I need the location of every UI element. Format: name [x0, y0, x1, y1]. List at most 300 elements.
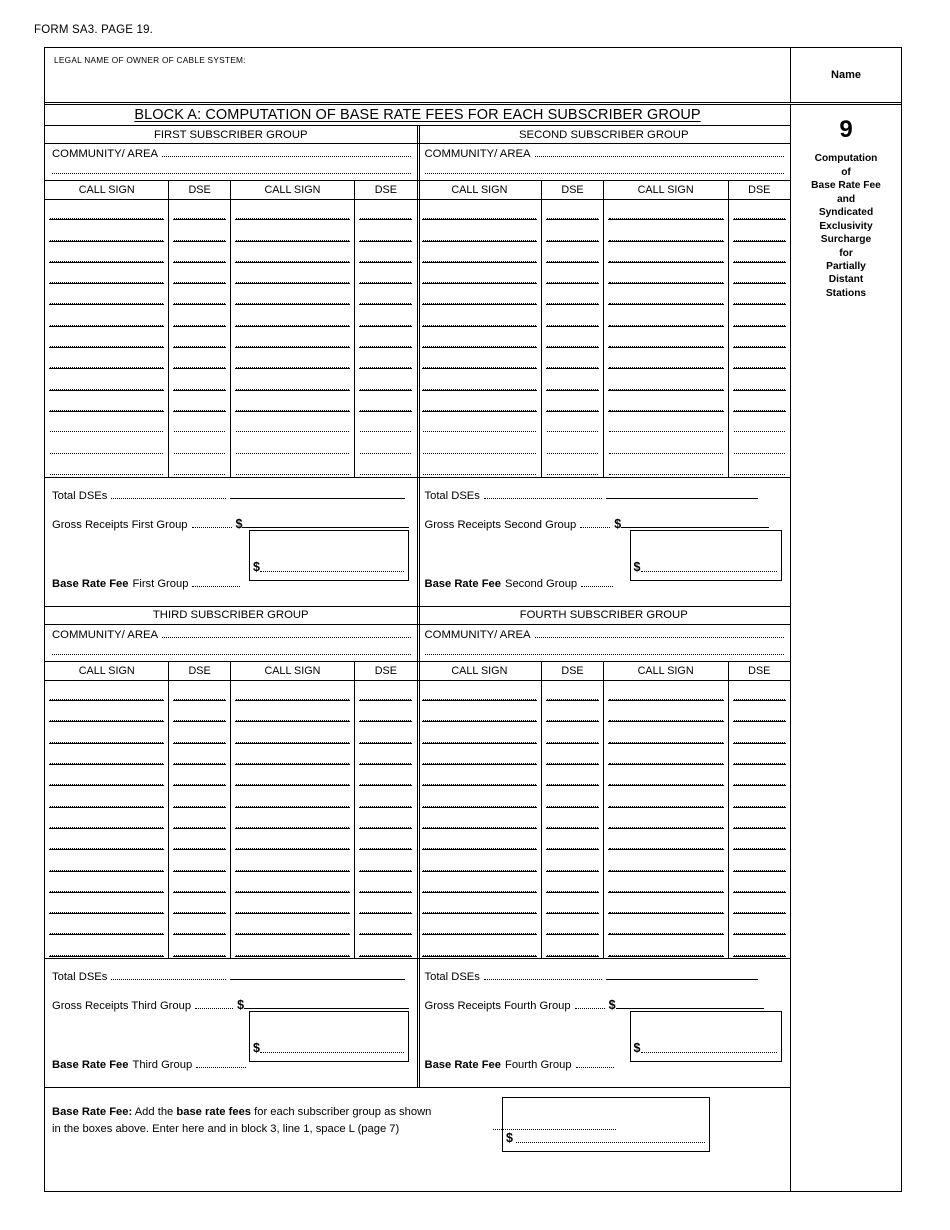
call-sign-cell[interactable] [45, 349, 169, 370]
cell-underline [733, 262, 786, 263]
dse-cell[interactable] [169, 221, 230, 242]
base-rate-fee-input-second[interactable] [641, 571, 778, 572]
call-sign-cell[interactable] [604, 936, 729, 957]
dse-cell[interactable] [542, 809, 603, 830]
totals-fourth [418, 959, 791, 1087]
dse-cell[interactable] [169, 413, 230, 434]
call-sign-cell[interactable] [45, 745, 169, 766]
dse-cell[interactable] [169, 328, 230, 349]
dse-cell[interactable] [542, 349, 603, 370]
call-sign-cell[interactable] [604, 830, 729, 851]
call-sign-cell[interactable] [418, 830, 543, 851]
dse-cell[interactable] [169, 766, 230, 787]
call-sign-cell[interactable] [45, 873, 169, 894]
dse-cell[interactable] [355, 723, 416, 744]
dse-cell[interactable] [169, 243, 230, 264]
subscriber-group-second [418, 126, 791, 606]
dse-cell[interactable] [169, 936, 230, 957]
call-sign-cell[interactable] [604, 264, 729, 285]
call-sign-cell[interactable] [231, 745, 355, 766]
cell-underline [359, 219, 412, 220]
call-sign-cell[interactable] [604, 787, 729, 808]
total-dses-input[interactable] [606, 487, 758, 499]
dse-cell[interactable] [169, 873, 230, 894]
dse-cell[interactable] [542, 873, 603, 894]
community-area-third[interactable] [45, 625, 417, 662]
dse-cell[interactable] [542, 915, 603, 936]
dse-cell[interactable] [355, 285, 416, 306]
grand-total-text [52, 1104, 572, 1139]
base-rate-fee-box-second[interactable] [630, 530, 783, 581]
call-sign-cell[interactable] [45, 894, 169, 915]
call-sign-cell[interactable] [45, 434, 169, 455]
call-sign-cell[interactable] [45, 723, 169, 744]
cell-underline [422, 304, 538, 305]
subscriber-group-first [45, 126, 418, 606]
call-sign-cell[interactable] [231, 851, 355, 872]
call-sign-cell[interactable] [231, 766, 355, 787]
dse-cell[interactable] [355, 306, 416, 327]
dse-cell[interactable] [542, 830, 603, 851]
dse-cell[interactable] [542, 264, 603, 285]
dse-cell[interactable] [542, 306, 603, 327]
cell-underline [49, 956, 164, 957]
dse-cell[interactable] [542, 723, 603, 744]
call-sign-cell[interactable] [418, 894, 543, 915]
call-sign-cell[interactable] [45, 200, 169, 221]
call-sign-cell[interactable] [231, 370, 355, 391]
dse-cell[interactable] [729, 873, 790, 894]
dse-cell[interactable] [542, 681, 603, 702]
dse-cell[interactable] [542, 851, 603, 872]
cell-underline [546, 219, 598, 220]
cell-underline [359, 262, 412, 263]
cell-underline [733, 807, 786, 808]
call-sign-cell[interactable] [418, 873, 543, 894]
call-sign-cell[interactable] [45, 809, 169, 830]
dse-cell[interactable] [729, 413, 790, 434]
dse-cell[interactable] [355, 370, 416, 391]
dse-cell[interactable] [355, 328, 416, 349]
call-sign-cell[interactable] [604, 434, 729, 455]
dse-cell[interactable] [729, 456, 790, 477]
dse-cell[interactable] [542, 745, 603, 766]
dse-cell[interactable] [169, 787, 230, 808]
dse-cell[interactable] [355, 787, 416, 808]
dse-cell[interactable] [729, 264, 790, 285]
call-sign-cell[interactable] [231, 873, 355, 894]
call-sign-cell[interactable] [418, 349, 543, 370]
dse-cell[interactable] [729, 328, 790, 349]
dse-cell[interactable] [169, 830, 230, 851]
dse-cell[interactable] [542, 200, 603, 221]
cell-underline [49, 764, 164, 765]
call-sign-cell[interactable] [231, 349, 355, 370]
dse-cell[interactable] [729, 681, 790, 702]
call-sign-cell[interactable] [418, 936, 543, 957]
call-sign-cell[interactable] [45, 221, 169, 242]
cell-underline [608, 849, 724, 850]
base-rate-fee-box-first[interactable] [249, 530, 409, 581]
call-sign-cell[interactable] [604, 702, 729, 723]
call-sign-cell[interactable] [418, 456, 543, 477]
call-sign-cell[interactable] [231, 243, 355, 264]
call-sign-cell[interactable] [604, 745, 729, 766]
dse-cell[interactable] [355, 745, 416, 766]
dse-cell[interactable] [729, 915, 790, 936]
cell-underline [422, 785, 538, 786]
cell-underline [49, 219, 164, 220]
dse-cell[interactable] [169, 723, 230, 744]
dse-cell[interactable] [169, 370, 230, 391]
name-label: Name [831, 69, 861, 81]
dse-cell[interactable] [542, 221, 603, 242]
call-sign-cell[interactable] [45, 264, 169, 285]
dse-cell[interactable] [355, 349, 416, 370]
dse-cell[interactable] [355, 434, 416, 455]
call-sign-cell[interactable] [231, 936, 355, 957]
dse-cell[interactable] [542, 328, 603, 349]
dse-cell[interactable] [355, 264, 416, 285]
total-dses-input[interactable] [230, 487, 405, 499]
call-sign-cell[interactable] [604, 306, 729, 327]
call-sign-cell[interactable] [604, 221, 729, 242]
community-area-input-line[interactable] [535, 148, 784, 157]
table-row [45, 809, 417, 830]
dse-cell[interactable] [729, 809, 790, 830]
call-sign-cell[interactable] [604, 456, 729, 477]
gross-receipts-input[interactable] [621, 516, 769, 528]
dse-cell[interactable] [729, 851, 790, 872]
dse-cell[interactable] [542, 434, 603, 455]
community-area-input-line-2[interactable] [52, 165, 411, 174]
call-sign-cell[interactable] [604, 392, 729, 413]
base-rate-fee-rest: Fourth Group [505, 1058, 572, 1071]
dse-cell[interactable] [169, 702, 230, 723]
call-sign-cell[interactable] [604, 349, 729, 370]
call-sign-cell[interactable] [231, 830, 355, 851]
call-sign-cell[interactable] [418, 681, 543, 702]
base-rate-fee-bold: Base Rate Fee [424, 1058, 501, 1071]
call-sign-cell[interactable] [604, 200, 729, 221]
community-area-input-line[interactable] [535, 629, 784, 638]
dse-cell[interactable] [542, 370, 603, 391]
dse-cell[interactable] [355, 681, 416, 702]
cell-underline [422, 721, 538, 722]
dse-cell[interactable] [169, 851, 230, 872]
dse-cell[interactable] [355, 851, 416, 872]
call-sign-cell[interactable] [418, 243, 543, 264]
call-sign-cell[interactable] [418, 434, 543, 455]
cell-dotted-line [609, 474, 723, 475]
space-description-line-6: Surcharge [820, 234, 872, 246]
call-sign-cell[interactable] [418, 221, 543, 242]
dse-cell[interactable] [542, 702, 603, 723]
dse-cell[interactable] [169, 745, 230, 766]
table-row [418, 200, 791, 221]
call-sign-cell[interactable] [604, 915, 729, 936]
dse-cell[interactable] [729, 392, 790, 413]
community-area-second[interactable] [418, 144, 791, 181]
gross-receipts-input[interactable] [242, 516, 408, 528]
cell-underline [173, 219, 225, 220]
cell-underline [546, 828, 598, 829]
call-sign-cell[interactable] [418, 766, 543, 787]
dse-cell[interactable] [542, 894, 603, 915]
call-sign-cell[interactable] [418, 851, 543, 872]
call-sign-cell[interactable] [604, 285, 729, 306]
dse-cell[interactable] [729, 936, 790, 957]
cell-underline [546, 721, 598, 722]
call-sign-cell[interactable] [231, 915, 355, 936]
call-sign-cell[interactable] [604, 873, 729, 894]
call-sign-cell[interactable] [604, 851, 729, 872]
dse-cell[interactable] [729, 830, 790, 851]
grand-total-input[interactable] [516, 1142, 705, 1143]
call-sign-cell[interactable] [231, 221, 355, 242]
call-sign-cell[interactable] [418, 264, 543, 285]
call-sign-cell[interactable] [231, 200, 355, 221]
call-sign-cell[interactable] [604, 681, 729, 702]
community-area-fourth[interactable] [418, 625, 791, 662]
call-sign-cell[interactable] [418, 915, 543, 936]
call-sign-cell[interactable] [418, 285, 543, 306]
call-sign-cell[interactable] [231, 285, 355, 306]
dse-cell[interactable] [355, 392, 416, 413]
dse-cell[interactable] [169, 915, 230, 936]
base-rate-fee-box-fourth[interactable] [630, 1011, 783, 1062]
base-rate-fee-input-fourth[interactable] [641, 1052, 778, 1053]
dse-cell[interactable] [355, 702, 416, 723]
call-sign-cell[interactable] [45, 851, 169, 872]
call-sign-cell[interactable] [231, 894, 355, 915]
call-sign-cell[interactable] [45, 306, 169, 327]
call-sign-cell[interactable] [45, 243, 169, 264]
dse-cell[interactable] [729, 894, 790, 915]
call-sign-cell[interactable] [604, 413, 729, 434]
table-row [45, 851, 417, 872]
base-rate-fee-rest: Second Group [505, 577, 578, 590]
call-sign-cell[interactable] [418, 787, 543, 808]
call-sign-cell[interactable] [604, 723, 729, 744]
community-area-input-line-2[interactable] [425, 646, 785, 655]
dse-cell[interactable] [729, 745, 790, 766]
call-sign-cell[interactable] [231, 702, 355, 723]
cell-underline [173, 807, 225, 808]
space-description-line-5: Exclusivity [819, 220, 873, 232]
call-sign-cell[interactable] [418, 392, 543, 413]
call-sign-cell[interactable] [604, 370, 729, 391]
dse-cell[interactable] [355, 456, 416, 477]
base-rate-fee-input-third[interactable] [260, 1052, 404, 1053]
call-sign-cell[interactable] [231, 413, 355, 434]
dse-cell[interactable] [729, 285, 790, 306]
dse-cell[interactable] [169, 306, 230, 327]
cell-underline [235, 785, 350, 786]
call-sign-cell[interactable] [231, 809, 355, 830]
cell-underline [359, 411, 412, 412]
community-area-input-line-2[interactable] [425, 165, 785, 174]
dse-cell[interactable] [169, 434, 230, 455]
call-sign-cell[interactable] [45, 915, 169, 936]
dse-cell[interactable] [729, 766, 790, 787]
col-header-dse: DSE [542, 181, 603, 199]
call-sign-cell[interactable] [45, 830, 169, 851]
call-sign-cell[interactable] [45, 285, 169, 306]
call-sign-cell[interactable] [604, 243, 729, 264]
grand-total-bold-mid: base rate fees [176, 1105, 252, 1118]
cell-underline [733, 700, 786, 701]
call-sign-cell[interactable] [418, 413, 543, 434]
call-sign-cell[interactable] [418, 702, 543, 723]
dse-cell[interactable] [542, 392, 603, 413]
space-number: 9 [839, 116, 853, 143]
community-area-input-line[interactable] [162, 629, 410, 638]
call-sign-cell[interactable] [231, 456, 355, 477]
call-sign-cell[interactable] [418, 200, 543, 221]
call-sign-cell[interactable] [604, 894, 729, 915]
cell-underline [608, 283, 724, 284]
dse-cell[interactable] [542, 243, 603, 264]
call-sign-cell[interactable] [231, 264, 355, 285]
cell-underline [546, 326, 598, 327]
base-rate-fee-input-first[interactable] [260, 571, 404, 572]
table-head-third [45, 662, 417, 681]
dse-cell[interactable] [729, 434, 790, 455]
call-sign-cell[interactable] [231, 681, 355, 702]
cell-underline [173, 241, 225, 242]
call-sign-cell[interactable] [45, 370, 169, 391]
call-sign-cell[interactable] [418, 328, 543, 349]
dse-cell[interactable] [542, 936, 603, 957]
cell-underline [608, 347, 724, 348]
dse-cell[interactable] [169, 200, 230, 221]
total-dses-input[interactable] [606, 968, 758, 980]
call-sign-cell[interactable] [231, 434, 355, 455]
dse-cell[interactable] [729, 370, 790, 391]
call-sign-cell[interactable] [231, 392, 355, 413]
dse-cell[interactable] [355, 221, 416, 242]
dse-cell[interactable] [355, 830, 416, 851]
call-sign-cell[interactable] [418, 745, 543, 766]
dse-cell[interactable] [355, 766, 416, 787]
call-sign-cell[interactable] [231, 723, 355, 744]
call-sign-cell[interactable] [45, 328, 169, 349]
cell-underline [235, 241, 350, 242]
cell-underline [173, 849, 225, 850]
call-sign-cell[interactable] [604, 809, 729, 830]
dse-cell[interactable] [169, 681, 230, 702]
table-row [418, 830, 791, 851]
call-sign-cell[interactable] [45, 702, 169, 723]
subscriber-group-pair-upper [45, 126, 790, 606]
dse-cell[interactable] [355, 936, 416, 957]
cell-underline [422, 390, 538, 391]
cell-underline [359, 326, 412, 327]
dse-cell[interactable] [355, 915, 416, 936]
call-sign-cell[interactable] [418, 370, 543, 391]
dse-cell[interactable] [169, 349, 230, 370]
call-sign-cell[interactable] [45, 936, 169, 957]
dse-cell[interactable] [169, 894, 230, 915]
dse-cell[interactable] [355, 200, 416, 221]
dse-cell[interactable] [729, 702, 790, 723]
call-sign-cell[interactable] [231, 328, 355, 349]
dse-cell[interactable] [542, 413, 603, 434]
community-area-input-line-2[interactable] [52, 646, 411, 655]
call-sign-cell[interactable] [604, 766, 729, 787]
legal-name-field[interactable] [45, 48, 791, 102]
dse-cell[interactable] [355, 873, 416, 894]
dse-cell[interactable] [729, 349, 790, 370]
dse-cell[interactable] [169, 264, 230, 285]
dse-cell[interactable] [169, 456, 230, 477]
community-area-input-line[interactable] [162, 148, 410, 157]
table-row [418, 413, 791, 434]
dse-cell[interactable] [542, 766, 603, 787]
legal-name-label: LEGAL NAME OF OWNER OF CABLE SYSTEM: [54, 55, 246, 65]
call-sign-cell[interactable] [45, 681, 169, 702]
dse-cell[interactable] [169, 392, 230, 413]
cell-dotted-line [423, 474, 537, 475]
call-sign-cell[interactable] [45, 456, 169, 477]
call-sign-cell[interactable] [45, 392, 169, 413]
call-sign-cell[interactable] [231, 306, 355, 327]
col-header-call-sign: CALL SIGN [604, 181, 729, 199]
dse-cell[interactable] [729, 723, 790, 744]
dse-cell[interactable] [729, 243, 790, 264]
dse-cell[interactable] [169, 809, 230, 830]
space-description-line-9: Distant [828, 274, 864, 286]
cell-underline [733, 219, 786, 220]
cell-underline [235, 368, 350, 369]
space-description-line-0: Computation [814, 153, 878, 165]
dse-cell[interactable] [542, 456, 603, 477]
call-sign-cell[interactable] [45, 766, 169, 787]
dse-cell[interactable] [355, 413, 416, 434]
call-sign-cell[interactable] [418, 809, 543, 830]
cell-dotted-line [734, 431, 785, 432]
dse-cell[interactable] [355, 894, 416, 915]
gross-receipts-input[interactable] [244, 997, 408, 1009]
dse-cell[interactable] [729, 200, 790, 221]
community-area-first[interactable] [45, 144, 417, 181]
call-sign-cell[interactable] [604, 328, 729, 349]
call-sign-cell[interactable] [231, 787, 355, 808]
cell-underline [235, 219, 350, 220]
table-row [418, 328, 791, 349]
dse-cell[interactable] [542, 787, 603, 808]
call-sign-cell[interactable] [418, 723, 543, 744]
dse-cell[interactable] [729, 787, 790, 808]
call-sign-cell[interactable] [45, 787, 169, 808]
base-rate-fee-box-third[interactable] [249, 1011, 409, 1062]
dse-cell[interactable] [729, 221, 790, 242]
dse-cell[interactable] [542, 285, 603, 306]
dse-cell[interactable] [729, 306, 790, 327]
base-rate-fee-label-fourth [425, 1059, 618, 1071]
cell-underline [546, 241, 598, 242]
call-sign-cell[interactable] [418, 306, 543, 327]
gross-receipts-input[interactable] [616, 997, 764, 1009]
dse-cell[interactable] [355, 809, 416, 830]
dse-cell[interactable] [355, 243, 416, 264]
call-sign-cell[interactable] [45, 413, 169, 434]
gross-receipts-label: Gross Receipts First Group [52, 518, 188, 531]
dse-cell[interactable] [169, 285, 230, 306]
grand-total-box[interactable] [502, 1097, 710, 1152]
total-dses-input[interactable] [230, 968, 405, 980]
